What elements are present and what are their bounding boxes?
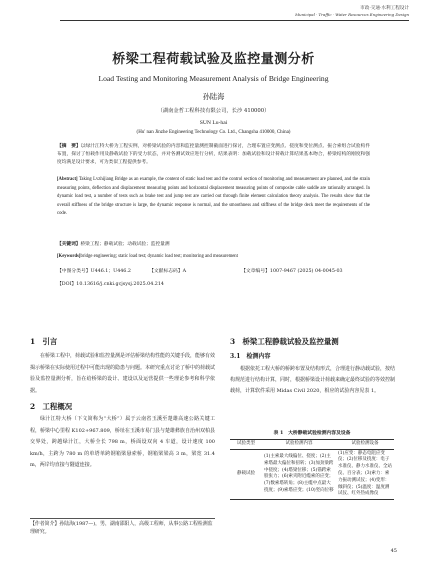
abstract-en-text: Taking Lvzhijiang Bridge as an example, the content of static load test and the control section of monitoring and measurement are planned, and the strain measuring points, deflection and displacement measuring points and horizontal displacement measuring points of composite cable saddle are rationally arranged. In dynamic load test, a number of tests such as brake test and jump test are carried out through finite element calculation theory analysis. The results show that the overall stiffness of the bridge structure is large, the dynamic response is normal, and the smoothness and stiffness of the bridge deck meet the requirements of the code.: [57, 177, 371, 216]
section-3-1-heading: 3.1 检测内容: [230, 353, 271, 361]
author: 孙陆海: [202, 92, 225, 101]
keywords-text: 桥梁工程；静载试验；动载试验；监控量测: [80, 242, 170, 247]
table-1: [230, 430, 394, 500]
abstract-label: 【摘 要】: [57, 144, 81, 149]
keywords-cn: [57, 241, 370, 248]
author-footnote: 【作者简介】孙陆海(1987—)，男，湖南邵阳人，高级工程师，从事公路工程检测监理研究。: [30, 518, 215, 536]
abstract-en-label: [Abstract]: [57, 177, 78, 182]
right-column: [230, 336, 395, 397]
table-header: 试验类型: [230, 439, 262, 449]
keywords-en-text: bridge engineering; static load test; dynamic load test; monitoring and measurement: [80, 254, 238, 259]
paper-title-en: Load Testing and Monitoring Measurement Analysis of Bridge Engineering: [98, 74, 329, 83]
table-caption: 表 1 大桥静载试验检测内容及设备: [273, 430, 351, 436]
section-3-1-body: 根据依托工程大桥的桥跨布置及结构形式，合理进行静动载试验，按结构规范进行结构计算，同时，根据桥梁设计荷载来确定最终试验的等效控制载荷，计算软件采用 Midas Civil 2020，相应的试验内容见表 1。: [230, 365, 396, 394]
document-code: 【文献标志码】A: [149, 269, 187, 274]
page-number: 45: [390, 548, 397, 554]
doi: 【DOI】10.13616/j.cnki.gcjsysj.2025.04.214: [57, 282, 164, 287]
keywords-en-label: [Keywords]: [57, 254, 81, 259]
section-1-heading: 1 引言: [30, 337, 58, 346]
abstract-en: [57, 176, 370, 219]
affiliation: （湖南金哲工程科技有限公司，长沙 410000）: [157, 108, 270, 114]
keywords-en: [57, 253, 370, 260]
abstract-text: 以绿汁江特大桥为工程实例，对桥梁试验的内容和监控量测控制截面进行探讨，合理布置应变测点、挠度和变位测点、振合索组合试验构件布置，探讨了恒载作用及静载试验下的受力状态，并对各测试效应进行分析，结果表明：加载试验和设计荷载计算结果基本吻合，桥梁结构的刚度和强度均满足设计要求，可为类似工程提供参考。: [57, 144, 370, 165]
author-en: SUN Lu-hai: [199, 120, 228, 126]
table-header: 试验检测内容: [262, 439, 336, 449]
keywords-label: 【关键词】: [57, 242, 81, 247]
table-cell: (1)应变：静态电阻应变仪；(2)位移及挠度：电子水准仪、静力水准仪、全站仪、百分表；(3)索力：索力振动测试仪；(4)变形：倾斜仪；(5)温度：温度测试仪、红外热成像仪: [336, 449, 394, 500]
journal-name-en: Municipal · Traffic · Water Resources Engineering Design: [295, 12, 409, 17]
section-1-body: 在桥梁工程中，荷载试验和监控量测是评估桥梁结构性能的关键手段，能够有效揭示桥梁在实际使用过程中可能出现的隐患与问题。本研究重点讨论了桥中的荷载试验及监控量测分析，旨在给桥梁的设计、建设以及运营提供一些理论参考和科学依据。: [30, 353, 216, 394]
article-number: 【文章编号】1007-9467 (2025) 04-0045-03: [241, 269, 343, 274]
data-table: [230, 439, 394, 500]
header-rule: [60, 20, 409, 21]
abstract-cn: [57, 143, 370, 166]
section-2-heading: 2 工程概况: [30, 402, 73, 412]
table-cell: 静载试验: [230, 449, 262, 500]
classification-row: [57, 267, 370, 274]
section-3-heading: 3 桥梁工程静载试验及监控量测: [230, 337, 339, 346]
running-header: [295, 6, 409, 18]
table-header: 试验检测设备: [336, 439, 394, 449]
clc-number: 【中图分类号】U446.1；U446.2: [57, 269, 131, 274]
journal-name: 市政·交通·水利工程设计: [360, 6, 409, 11]
table-header-row: [230, 439, 394, 449]
paper-title: 桥梁工程荷载试验及监控量测分析: [112, 52, 315, 67]
section-2-body: 绿汁江特大桥（下文简称为“大桥”）属于云南省玉溪至楚雄高速公路关键工程，桥梁中心里程 K102+967.809，桥址在玉溪市易门县与楚雄彝族自治州双柏县交界处，跨越绿汁江，大桥全长 798 m，桥面设双向 4 车道，设计速度 100 km/h，主跨为 780 m 的单塔单跨钢箱梁悬索桥，钢箱梁梁高 3 m，梁宽 31.4 m，两岸均直接与隧道连接。: [30, 416, 215, 469]
affiliation-en: (Hu' nan Jinzhe Engineering Technology Co. Ltd., Changsha 410000, China): [136, 130, 291, 135]
table-cell: (1)主索最大线偏位、挠度；(2)主索塔最大偏位和扭转；(3)加劲梁跨中挠度；(4)塔梁位移；(5)锚跨索股张力；(6)索夹附近缆索的应变；(7)数索塔转角；(8)主缆中点最大挠度；(9)索塔应变；(10)竖向位移: [262, 449, 336, 500]
table-row: [230, 449, 394, 500]
left-column: [30, 336, 215, 471]
